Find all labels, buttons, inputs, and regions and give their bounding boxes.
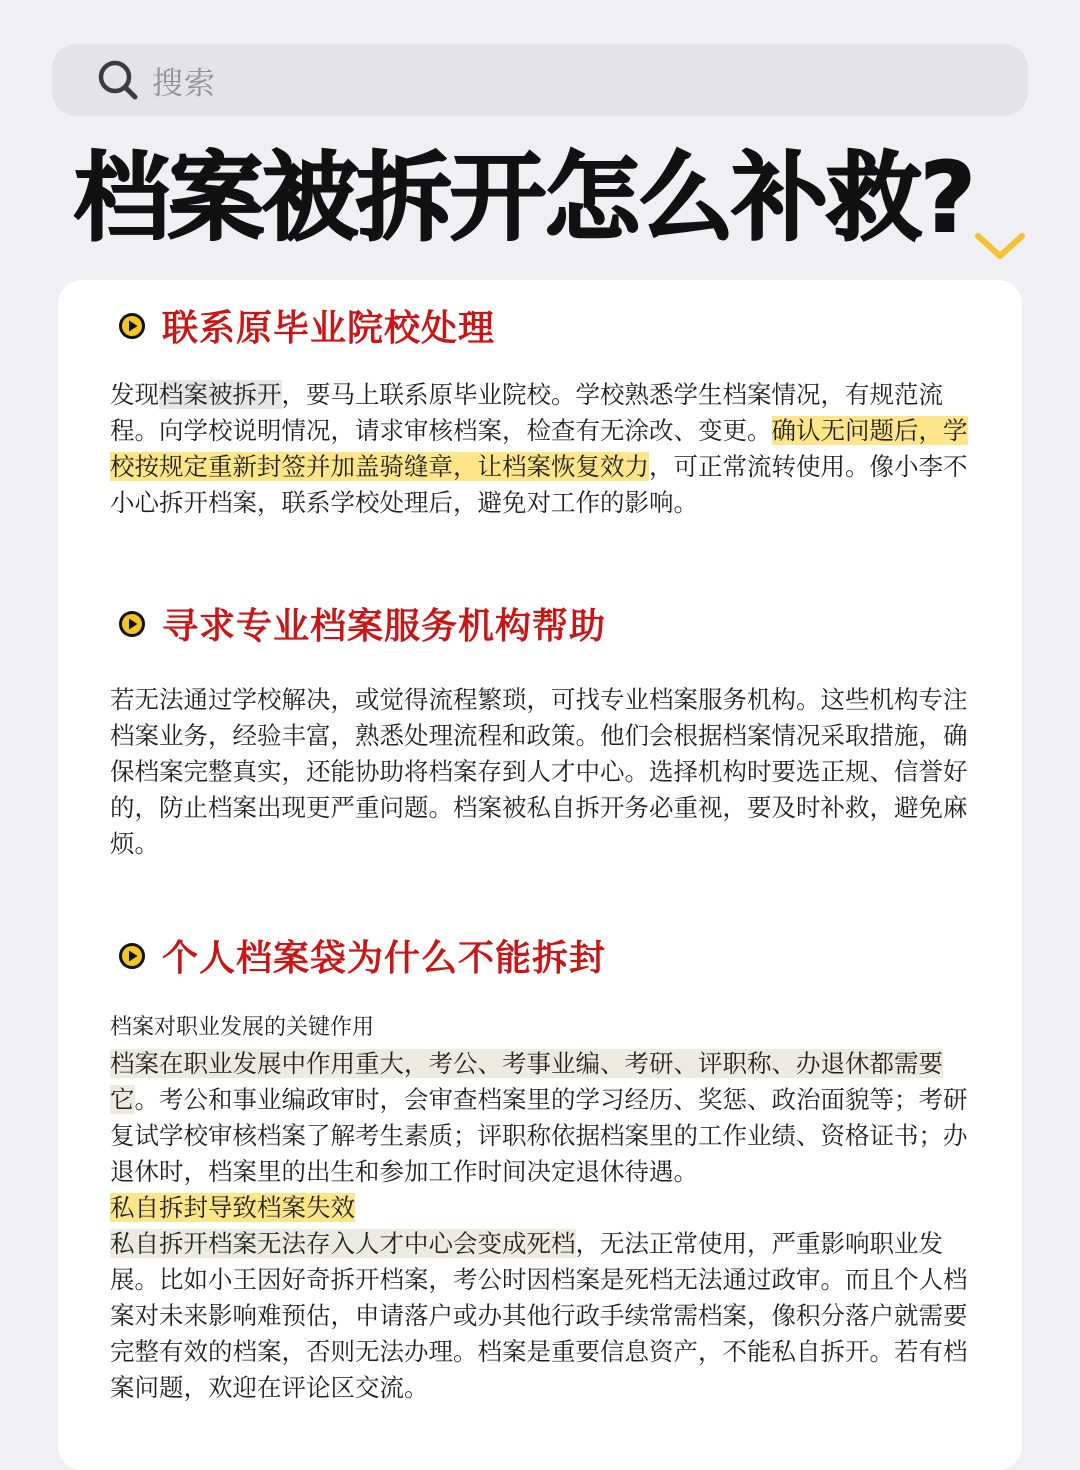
section-heading-text: 个人档案袋为什么不能拆封 [162,938,607,979]
subsection-title: 私自拆封导致档案失效 [110,1193,355,1222]
section-heading-1 [118,300,495,351]
section-heading-text: 联系原毕业院校处理 [162,308,496,349]
subsection-title: 档案对职业发展的关键作用 [110,1015,375,1040]
search-input[interactable]: 搜索 [152,65,216,102]
play-circle-icon [118,942,146,970]
section-heading-text: 寻求专业档案服务机构帮助 [162,606,607,647]
search-bar[interactable] [52,44,1028,116]
page-title: 档案被拆开怎么补救? [74,142,974,254]
section-heading-3 [118,930,606,981]
search-icon [96,58,140,102]
play-circle-icon [118,610,146,638]
content-card [58,280,1022,1470]
section-3-paragraph: 档案对职业发展的关键作用 档案在职业发展中作用重大，考公、考事业编、考研、评职称、办退休都需要它。考公和事业编政审时，会审查档案里的学习经历、奖惩、政治面貌等；考研复试学校审核档案了解考生素质；评职称依据档案里的工作业绩、资格证书；办退休时，档案里的出生和参加工作时间决定退休待遇。 私自拆封导致档案失效 私自拆开档案无法存入人才中心会变成死档，无法正常使用，严重影响职业发展。比如小王因好奇拆开档案，考公时因档案是死档无法通过政审。而且个人档案对未来影响难预估，申请落户或办其他行政手续常需档案，像积分落户就需要完整有效的档案，否则无法办理。档案是重要信息资产，不能私自拆开。若有档案问题，欢迎在评论区交流。 [110,1010,980,1406]
chevron-down-icon [972,228,1028,264]
play-circle-icon [118,312,146,340]
section-2-paragraph: 若无法通过学校解决，或觉得流程繁琐，可找专业档案服务机构。这些机构专注档案业务，经验丰富，熟悉处理流程和政策。他们会根据档案情况采取措施，确保档案完整真实，还能协助将档案存到人才中心。选择机构时要选正规、信誉好的，防止档案出现更严重问题。档案被私自拆开务必重视，要及时补救，避免麻烦。 [110,685,968,858]
section-heading-2 [118,598,606,649]
section-1-paragraph: 发现档案被拆开，要马上联系原毕业院校。学校熟悉学生档案情况，有规范流程。向学校说明情况，请求审核档案，检查有无涂改、变更。确认无问题后，学校按规定重新封签并加盖骑缝章，让档案恢复效力，可正常流转使用。像小李不小心拆开档案，联系学校处理后，避免对工作的影响。 [110,380,968,517]
